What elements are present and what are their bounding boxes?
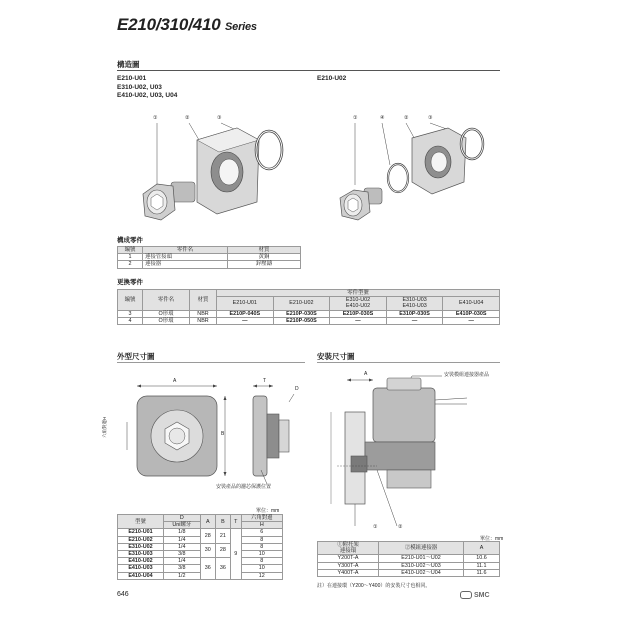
table-row: E410-U04 1/2 12 (118, 572, 283, 579)
smc-logo: SMC (460, 591, 490, 599)
table-row: 2 連接器 鋅壓鑄 (118, 261, 301, 268)
mounting-table: ①附托架 連接環 ②模組連接器 A Y200T-A E210-U01〜U02 10.6 Y300T-A E310-U02〜U03 11.1 Y400T-A E410-U02〜U04 11.6 (317, 541, 500, 577)
mount-A-label: A (364, 371, 368, 377)
callout-2-right: ② (404, 115, 409, 121)
mount-callout-2: ② (398, 524, 403, 530)
dim-B-label: B (221, 431, 225, 437)
table-row: E210-U02 1/4 8 (118, 536, 283, 543)
components-heading: 構成零件 (117, 237, 143, 244)
mounting-drawing (317, 370, 500, 535)
dimension-drawing (117, 372, 305, 492)
section-rule (117, 70, 500, 71)
callout-1-right: ① (353, 115, 358, 121)
table-row: 3 O形環 NBR E210P-040S E210P-030S E210P-030S E310P-030S E410P-030S (118, 310, 500, 317)
dim-note: 安裝產品的濾芯保護位置 (216, 484, 272, 490)
table-row: E310-U02 1/4 30 28 8 (118, 543, 283, 550)
exploded-view-right (320, 110, 500, 235)
page-number: 646 (117, 591, 129, 598)
replacement-table: 編號 零件名 材質 零件型號 E210-U01 E210-U02 E310-U02 E410-U02 E310-U03 E410-U03 E410-U04 3 O形環 NBR E210P-040S E210P-030S E210P-030S E310P-030S E410P-030S 4 O形環 NBR — E210P-050S — — — (117, 289, 500, 325)
section-rule (317, 362, 500, 363)
exploded-view-left (117, 110, 307, 235)
table-row: Y300T-A E310-U02〜U03 11.1 (318, 562, 500, 569)
mount-callout-1: ① (373, 524, 378, 530)
table-row: Y200T-A E210-U01〜U02 10.6 (318, 555, 500, 562)
mount-callout: 安裝模組連接器產品 (444, 372, 490, 378)
mount-footnote: 註）在連接環（Y200〜Y400）的安裝尺寸也相同。 (317, 583, 431, 589)
left-model-list: E210-U01 E310-U02, U03 E410-U02, U03, U04 (117, 75, 178, 99)
callout-1: ① (153, 115, 158, 121)
callout-4-right: ④ (380, 115, 385, 121)
header-material: 材質 (228, 247, 301, 254)
callout-3: ③ (217, 115, 222, 121)
table-row: Y400T-A E410-U02〜U04 11.6 (318, 569, 500, 576)
table-row: E310-U03 3/8 10 (118, 551, 283, 558)
components-table (117, 246, 301, 269)
dimensions-heading: 外型尺寸圖 (117, 352, 155, 361)
callout-3-right: ③ (428, 115, 433, 121)
dim-unit: 單位：mm (256, 508, 280, 514)
table-row: E410-U02 1/4 36 36 8 (118, 558, 283, 565)
hex-dim-label: 六角對邊H (102, 416, 107, 438)
table-row: 4 O形環 NBR — E210P-050S — — — (118, 317, 500, 324)
table-row: 1 連接管接頭 黃銅 (118, 254, 301, 261)
table-row: E410-U03 3/8 10 (118, 565, 283, 572)
structure-heading: 構造圖 (117, 60, 140, 69)
dim-D-label: D (295, 386, 299, 392)
mounting-heading: 安裝尺寸圖 (317, 352, 355, 361)
section-rule (117, 362, 305, 363)
table-row: E210-U01 1/8 28 21 9 6 (118, 529, 283, 536)
dimensions-table: 型號 D A B T 六角對邊 Uni螺牙 H E210-U01 1/8 28 21 9 6 E210-U02 1/4 8 E310-U02 1/4 30 28 8 E310-U03 3/8 10 E410-U02 1/4 36 36 8 E410-U03 3/8 10 E410-U04 1/2 12 (117, 514, 283, 580)
dim-T-label: T (263, 378, 267, 384)
replacement-heading: 更換零件 (117, 279, 143, 286)
mount-unit: 單位：mm (480, 536, 504, 542)
callout-2: ② (185, 115, 190, 121)
logo-mark-icon (460, 591, 472, 599)
header-no: 編號 (118, 247, 143, 254)
right-model-label: E210-U02 (317, 75, 347, 82)
series-title: E210/310/410 Series (117, 15, 257, 34)
header-name: 零件名 (143, 247, 228, 254)
dim-A-label: A (173, 378, 177, 384)
